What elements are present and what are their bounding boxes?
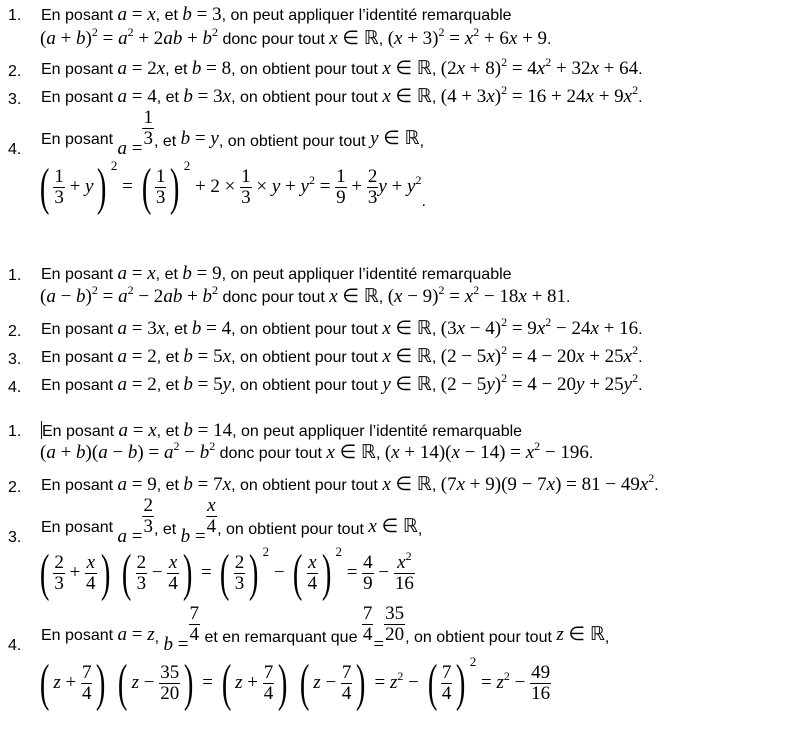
statement-line: En posant a = 2, et b = 5y, on obtient pour tout y ∈ ℝ, $(2 - 5y)^2 = 4 - 20y + 25y^2$. bbox=[41, 371, 643, 395]
statement-line: En posant a = 2, et b = 5x, on obtient pour tout x ∈ ℝ, $(2 - 5x)^2 = 4 - 20x + 25x^2$. bbox=[41, 343, 643, 367]
item-number: 4. bbox=[8, 637, 22, 654]
formula-line: $(a - b)^2 = a^2 - 2ab + b^2$ donc pour tout x ∈ ℝ, $(x - 9)^2 = x^2 - 18x + 81$. bbox=[40, 283, 571, 307]
statement-line: En posant a = z, b = $\frac{7}{4}$ et en remarquant que $\frac{7}{4}$ = $\frac{35}{20}$ , on obtient pour tout z ∈ ℝ, bbox=[41, 603, 610, 655]
formula-line: ( z + $\frac{7}{4}$ ) ( z − $\frac{35}{20}$ ) = ( z + $\frac{7}{4}$ ) ( z − $\frac{7}{4}$ ) = $z^2$ − ( $\frac{7}{4}$ ) $^2 = z^2$ − $\frac{49}{16}$ bbox=[39, 654, 551, 712]
item-number: 2. bbox=[8, 479, 22, 496]
statement-line: En posant a = 2x, et b = 8, on obtient pour tout x ∈ ℝ, $(2x + 8)^2 = 4x^2 + 32x + 64$. bbox=[41, 55, 643, 79]
item-number: 1. bbox=[8, 423, 22, 440]
statement-line: En posant a = $\frac{2}{3}$ , et b = $\frac{x}{4}$ , on obtient pour tout x ∈ ℝ, bbox=[41, 495, 423, 547]
item-number: 4. bbox=[8, 141, 22, 158]
item-number: 2. bbox=[8, 63, 22, 80]
item-number: 1. bbox=[8, 267, 22, 284]
formula-line: $(a + b)(a - b) = a^2 - b^2$ donc pour tout x ∈ ℝ, $(x + 14)(x - 14) = x^2 - 196$. bbox=[40, 439, 594, 463]
statement-line: En posant a = 9, et b = 7x, on obtient pour tout x ∈ ℝ, $(7x + 9)(9 - 7x) = 81 - 49x^2$. bbox=[41, 471, 659, 495]
item-number: 1. bbox=[8, 7, 22, 24]
statement-line: En posant a = x, et b = 3, on peut appliquer l’identité remarquable bbox=[41, 4, 512, 25]
item-number: 4. bbox=[8, 379, 22, 396]
statement-line: En posant a = x, et b = 9, on peut appliquer l’identité remarquable bbox=[41, 263, 512, 284]
formula-line: $(a + b)^2 = a^2 + 2ab + b^2$ donc pour tout x ∈ ℝ, $(x + 3)^2 = x^2 + 6x + 9$. bbox=[40, 25, 552, 49]
item-number: 3. bbox=[8, 91, 22, 108]
statement-line: En posant a = $\frac{1}{3}$ , et b = y, on obtient pour tout y ∈ ℝ, bbox=[41, 107, 425, 159]
item-number: 2. bbox=[8, 323, 22, 340]
statement-line: En posant a = 3x, et b = 4, on obtient pour tout x ∈ ℝ, $(3x - 4)^2 = 9x^2 - 24x + 16$. bbox=[41, 315, 643, 339]
formula-line: ( $\frac{2}{3}$ + $\frac{x}{4}$ ) ( $\frac{2}{3}$ − $\frac{x}{4}$ ) = ( $\frac{2}{3}$ ) $^2$ − ( $\frac{x}{4}$ ) $^2$ = $\frac{4}{9}$ − $\frac{x^2}{16}$ bbox=[39, 544, 414, 602]
statement-line: En posant a = 4, et b = 3x, on obtient pour tout x ∈ ℝ, $(4 + 3x)^2 = 16 + 24x + 9x^2$. bbox=[41, 83, 643, 107]
formula-line: ( $\frac{1}{3}$ + y) $^2$ = ( $\frac{1}{3}$ ) $^2$ + 2 × $\frac{1}{3}$ × $y + y^2$ = $\frac{1}{9}$ + $\frac{2}{3}$ $y + y^2$. bbox=[39, 158, 426, 216]
item-number: 3. bbox=[8, 529, 22, 546]
statement-line: En posant a = x, et b = 14, on peut appliquer l’identité remarquable bbox=[42, 420, 523, 441]
item-number: 3. bbox=[8, 351, 22, 368]
